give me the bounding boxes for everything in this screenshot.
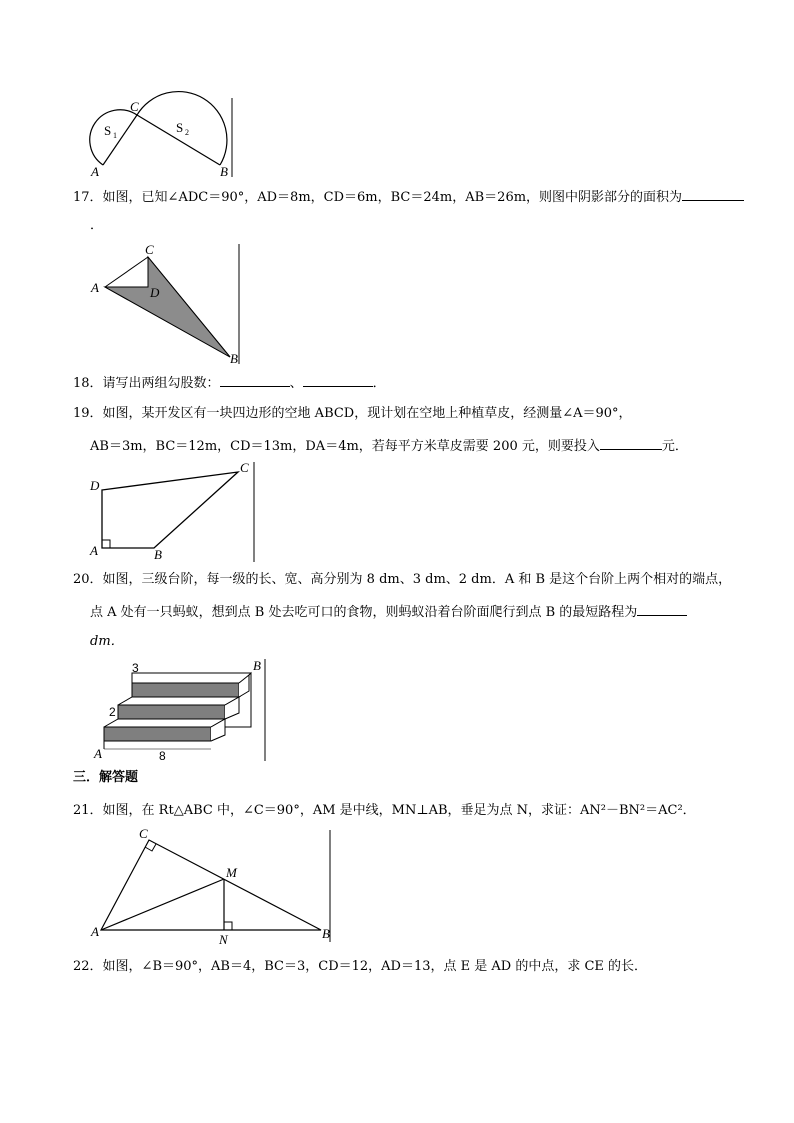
answer-blank-1[interactable] [220,373,290,387]
unit: 元． [661,439,688,454]
label-A: A [94,746,102,761]
question-19-line2 [90,436,688,456]
question-number: 22． [73,959,103,974]
question-number: 20． [73,572,103,587]
label-C: C [240,460,249,475]
label-B: B [253,658,261,673]
label-A: A [91,280,99,295]
label-N: N [219,932,228,947]
question-number: 21． [73,803,103,818]
label-B: B [230,351,238,366]
question-number: 19． [73,406,103,421]
question-text: 请写出两组勾股数： [102,376,220,391]
question-17-end: ． [90,218,104,233]
question-17 [73,187,744,207]
label-eight: 8 [159,749,166,763]
label-D: D [150,285,160,300]
question-18 [73,373,386,393]
label-S2: S [176,120,184,135]
question-number: 17． [73,190,103,205]
answer-blank[interactable] [682,187,744,201]
label-B: B [220,164,228,179]
section-title: 三．解答题 [73,770,139,785]
label-A: A [91,924,99,939]
label-three: 3 [132,661,139,675]
label-two: 2 [109,705,116,719]
question-text-line1: 如图，某开发区有一块四边形的空地 ABCD，现计划在空地上种植草皮，经测量∠A＝90°， [102,406,632,421]
question-number: 18． [73,376,103,391]
figure-quadrilateral-abcd [86,460,258,564]
figure-quadrilateral-shaded [88,242,244,366]
figure-stairs [88,657,270,765]
label-S1: S [104,123,112,138]
label-S2-sub: 2 [185,128,189,137]
question-22 [73,958,647,976]
question-20 [73,571,731,589]
answer-blank-2[interactable] [303,373,373,387]
question-20-line2 [90,602,687,622]
label-D: D [90,478,100,493]
figure-right-triangle [88,826,334,946]
label-B: B [154,547,162,562]
label-S1-sub: 1 [113,131,117,140]
label-A: A [90,543,98,558]
label-C: C [130,99,139,114]
label-A: A [91,164,99,179]
question-text-line2: AB＝3m，BC＝12m，CD＝13m，DA＝4m，若每平方米草皮需要 200 元，则要投入 [90,439,600,454]
label-B: B [322,926,330,941]
question-text: 如图，已知∠ADC＝90°，AD＝8m，CD＝6m，BC＝24m，AB＝26m，则图中阴影部分的面积为 [102,190,683,205]
label-C: C [145,242,154,257]
question-text: 如图，∠B＝90°，AB＝4，BC＝3，CD＝12，AD＝13，点 E 是 AD 的中点，求 CE 的长． [102,959,648,974]
question-21 [73,802,696,820]
answer-blank[interactable] [637,602,687,616]
answer-blank[interactable] [600,436,662,450]
figure-semicircles [88,95,238,181]
question-text-line2: 点 A 处有一只蚂蚁，想到点 B 处去吃可口的食物，则蚂蚁沿着台阶面爬行到点 B 的最短路程为 [90,605,638,620]
question-text-line1: 如图，三级台阶，每一级的长、宽、高分别为 8 dm、3 dm、2 dm．A 和 B 是这个台阶上两个相对的端点， [102,572,732,587]
question-20-unit: dm． [90,634,124,649]
question-text: 如图，在 Rt△ABC 中，∠C＝90°，AM 是中线，MN⊥AB，垂足为点 N，求证：AN²－BN²＝AC²． [102,803,696,818]
question-19 [73,405,632,423]
question-end: ． [372,376,386,391]
separator: 、 [289,376,303,391]
label-C: C [139,826,148,841]
label-M: M [226,865,237,880]
